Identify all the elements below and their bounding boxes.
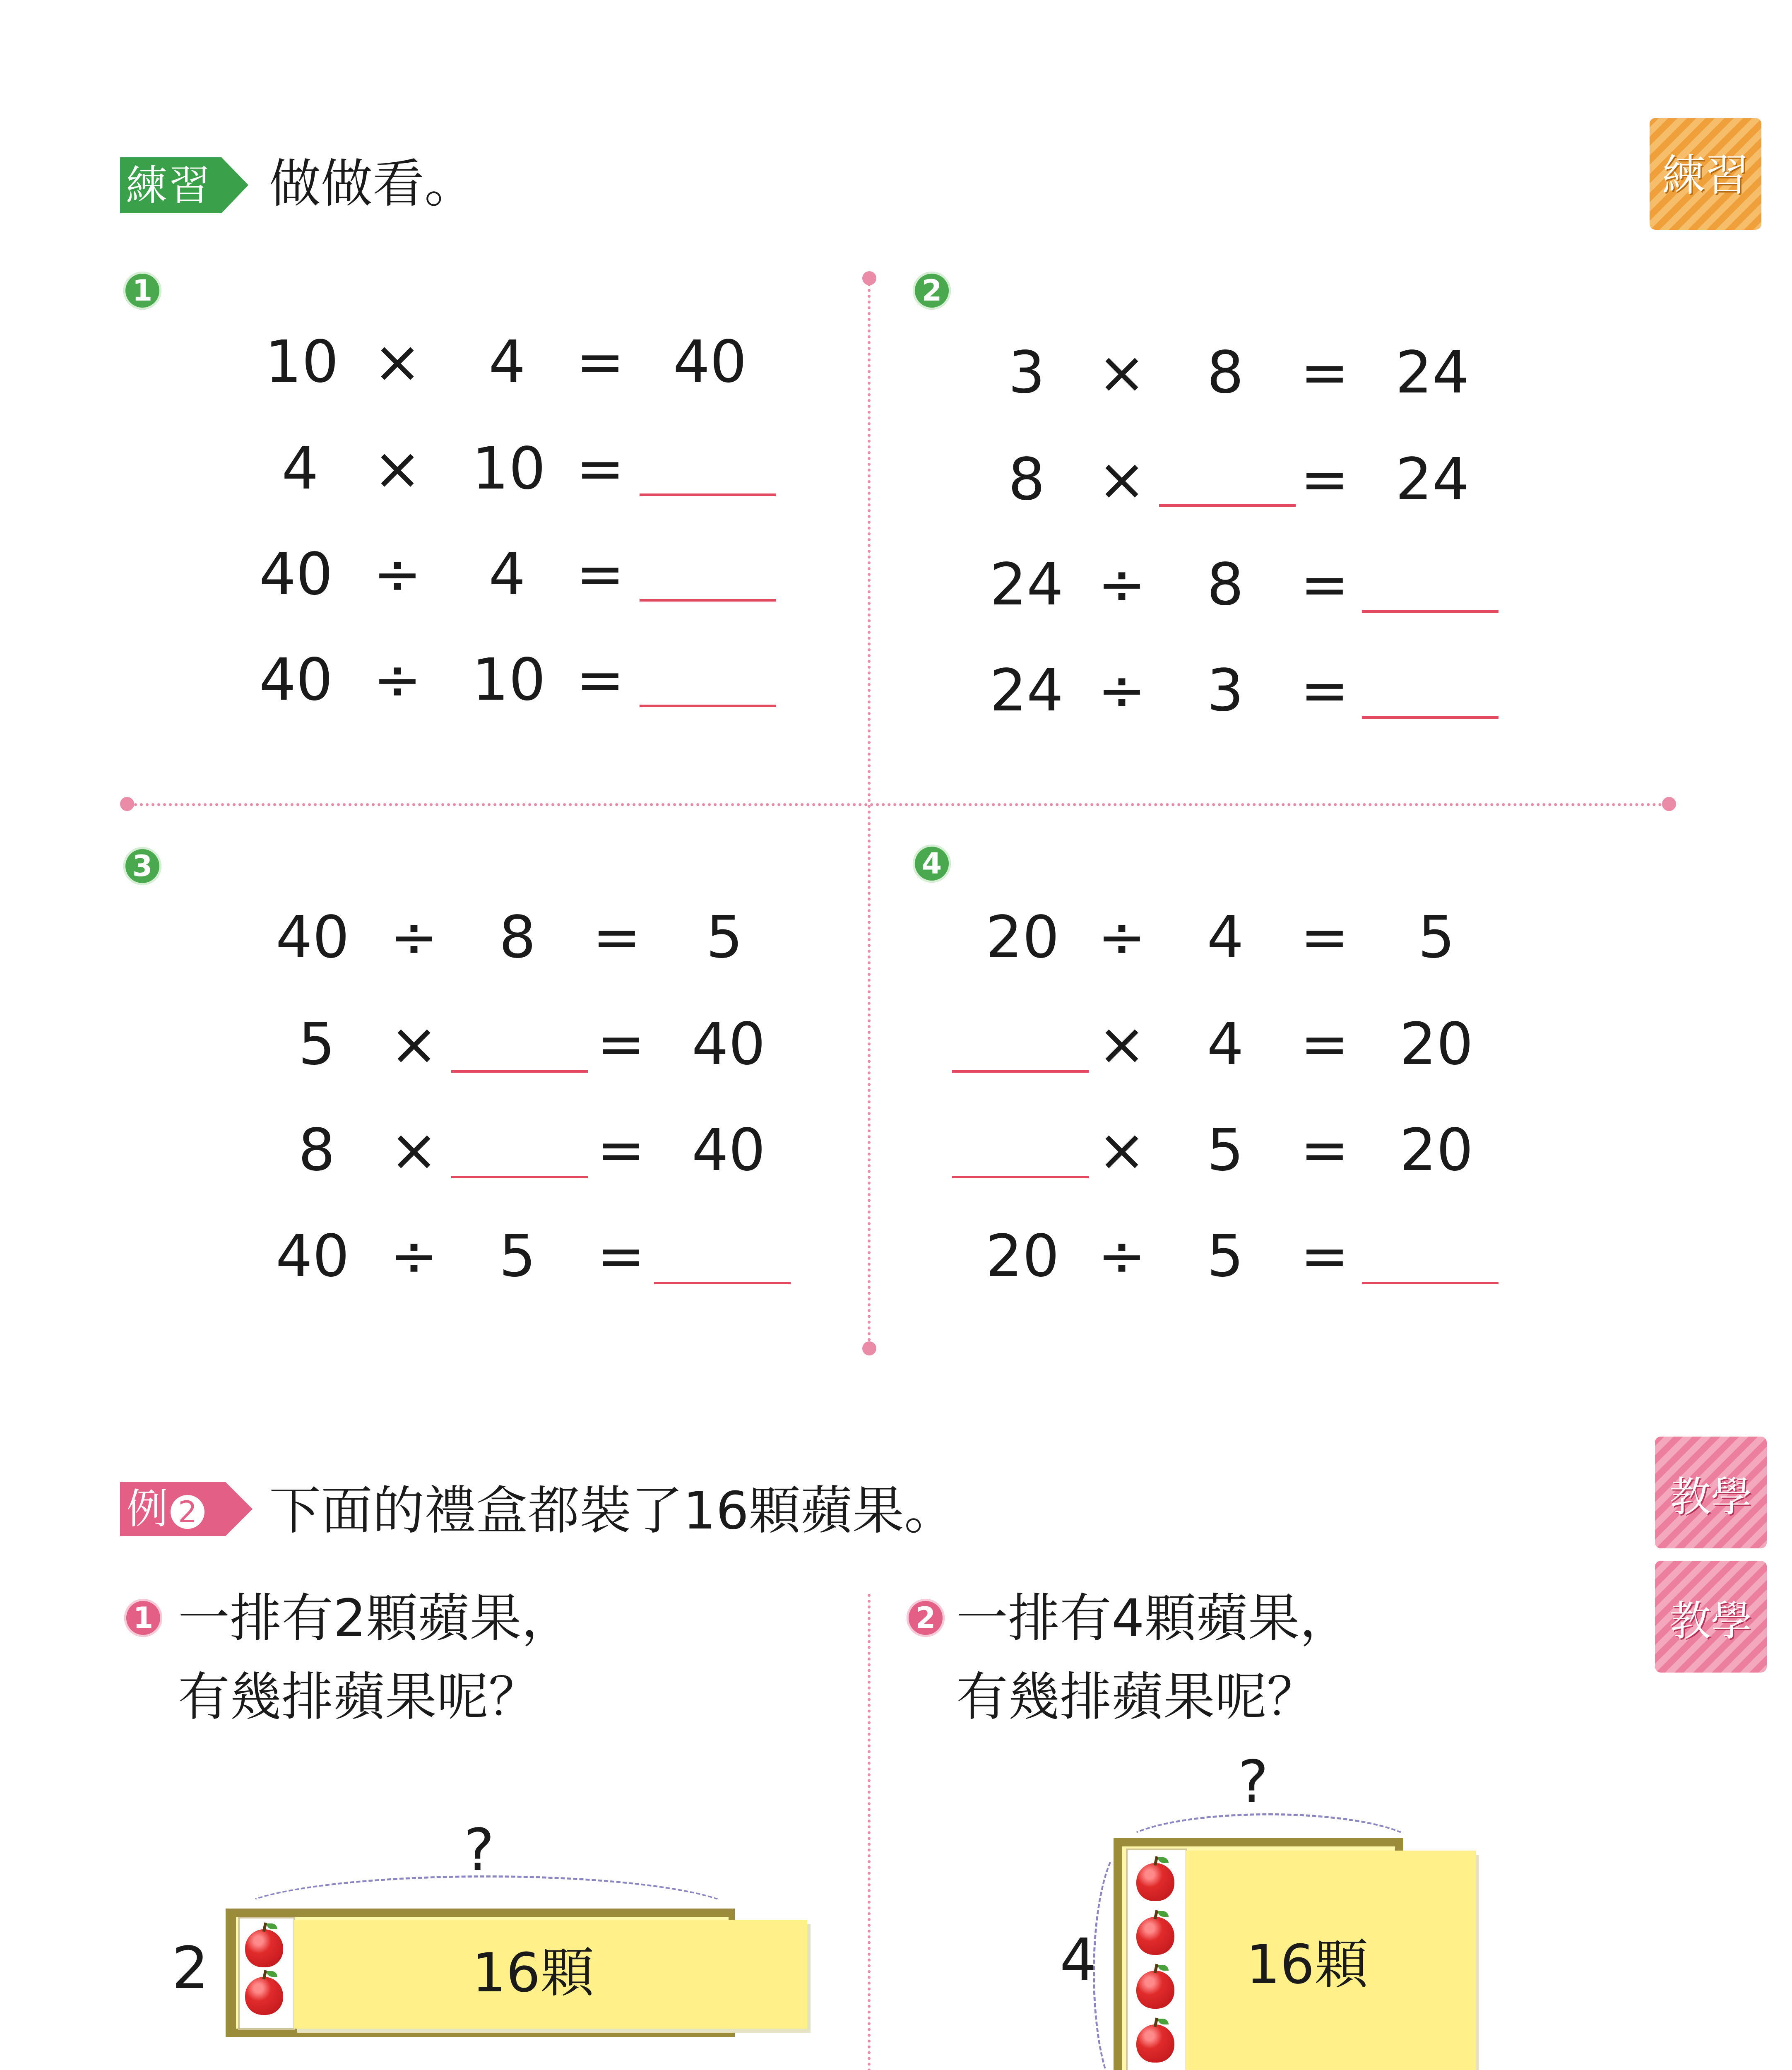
part2-side-count: 4 [1060, 1926, 1097, 1994]
practice-tag [120, 157, 248, 213]
q2-row-3: 24 ÷ 8 = [989, 551, 1349, 619]
q2-row-1: 3 × 8 = 24 [1008, 339, 1470, 407]
apple-icon [1136, 2024, 1174, 2063]
teaching-badge: 教學 [1655, 1561, 1767, 1673]
example-tag-label: 例 [127, 1485, 168, 1533]
example-tag-number: 2 [171, 1495, 204, 1529]
q2-row-4: 24 ÷ 3 = [989, 657, 1349, 724]
apple-icon [1136, 1917, 1174, 1955]
q4-row-1: 20 ÷ 4 = 5 [985, 904, 1455, 971]
q4-row-3: × 5 = 20 [1097, 1117, 1474, 1184]
q3-row-4: 40 ÷ 5 = [275, 1223, 645, 1290]
q3-row-2: 5 × = 40 [298, 1011, 766, 1078]
part1-box-label: 16顆 [472, 1941, 594, 2004]
divider-dot [1662, 797, 1676, 811]
part1-question-mark: ? [464, 1817, 495, 1884]
q4-row-2: × 4 = 20 [1097, 1011, 1474, 1078]
part1-line2: 有幾排蘋果呢？ [178, 1667, 540, 1727]
part2-box-label: 16顆 [1246, 1933, 1369, 1996]
answer-blank[interactable] [1362, 1282, 1499, 1284]
apple-icon [245, 1977, 283, 2015]
q3-row-3: 8 × = 40 [298, 1117, 766, 1184]
example-tag [120, 1482, 253, 1536]
apple-icon [1136, 1863, 1174, 1901]
q4-row-4: 20 ÷ 5 = [985, 1223, 1349, 1290]
question-number-2: 2 [913, 272, 951, 310]
q1-row-3: 40 ÷ 4 = [259, 541, 625, 608]
question-number-4: 4 [913, 845, 951, 883]
part2-line1: 一排有4顆蘋果， [956, 1589, 1352, 1649]
q2-row-2: 8 × = 24 [1008, 446, 1470, 513]
divider-dot [862, 271, 876, 285]
divider-dot [862, 1341, 876, 1355]
answer-blank[interactable] [1362, 610, 1499, 613]
teaching-badge: 教學 [1655, 1437, 1767, 1548]
answer-blank[interactable] [1362, 716, 1499, 719]
q1-row-4: 40 ÷ 10 = [259, 646, 625, 714]
example-part-number-2: 2 [907, 1599, 945, 1637]
q3-row-1: 40 ÷ 8 = 5 [275, 904, 743, 971]
vertical-divider-top [868, 277, 871, 1348]
part2-line2: 有幾排蘋果呢？ [956, 1667, 1318, 1727]
vertical-divider-bottom [868, 1594, 871, 2070]
part1-side-count: 2 [172, 1935, 209, 2002]
apple-icon [1136, 1971, 1174, 2009]
practice-tag-label: 練習 [126, 161, 212, 210]
part1-line1: 一排有2顆蘋果， [178, 1589, 573, 1649]
divider-dot [120, 797, 134, 811]
example-title: 下面的禮盒都裝了16顆蘋果。 [269, 1481, 956, 1541]
practice-corner-badge-label: 練習 [1662, 150, 1749, 201]
part2-question-mark: ? [1238, 1748, 1269, 1816]
question-number-3: 3 [123, 847, 161, 885]
q1-row-2: 4 × 10 = [281, 435, 625, 503]
apple-icon [245, 1929, 283, 1967]
answer-blank[interactable] [1159, 504, 1296, 507]
practice-corner-badge [1650, 118, 1761, 230]
practice-instruction: 做做看。 [269, 154, 476, 214]
question-number-1: 1 [123, 272, 161, 310]
example-part-number-1: 1 [124, 1599, 162, 1637]
horizontal-divider [128, 803, 1668, 806]
q1-row-1: 10 × 4 = 40 [265, 328, 747, 396]
